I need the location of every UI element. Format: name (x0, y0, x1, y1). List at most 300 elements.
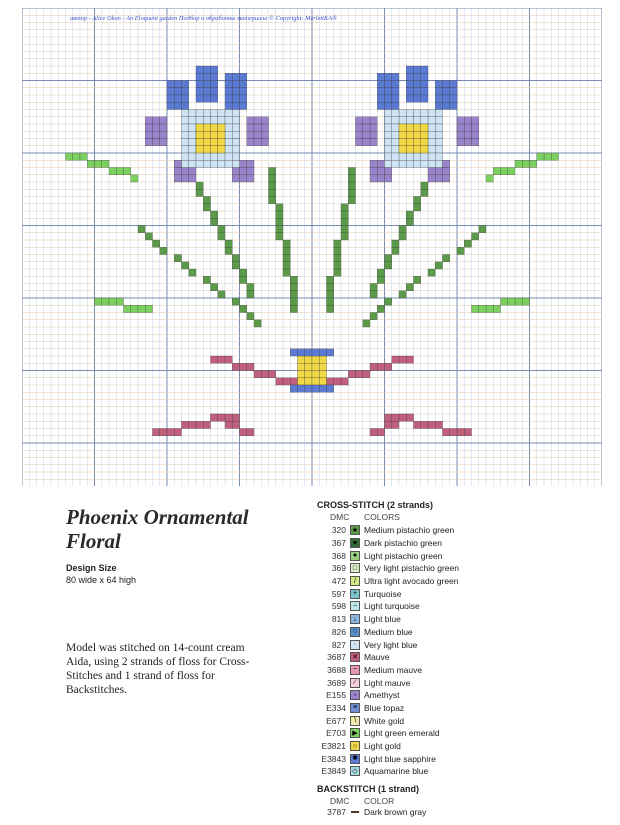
flower-center (189, 139, 196, 146)
stitch-symbol: + (350, 589, 360, 599)
flower-petal (421, 95, 428, 102)
flower-center (421, 117, 428, 124)
flower-center (189, 124, 196, 131)
dmc-number: 3689 (327, 677, 346, 688)
flower-center (218, 153, 225, 160)
flower-petal (203, 95, 210, 102)
leaf (73, 153, 80, 160)
flower-petal (443, 160, 450, 167)
flower-center (385, 153, 392, 160)
stem (254, 320, 261, 327)
flower-petal (174, 102, 181, 109)
bow-center (298, 371, 305, 378)
stem (290, 276, 297, 283)
flower-center (189, 160, 196, 167)
flower-center (211, 110, 218, 117)
flower-petal (189, 168, 196, 175)
flower-petal (240, 88, 247, 95)
bow-ribbon (392, 421, 399, 428)
color-name: Medium blue (364, 626, 413, 637)
stem (203, 197, 210, 204)
leaf (138, 305, 145, 312)
flower-center (189, 131, 196, 138)
bow-ribbon (327, 378, 334, 385)
stem (218, 233, 225, 240)
stem (414, 276, 421, 283)
flower-petal (443, 81, 450, 88)
stem (283, 262, 290, 269)
bow-ribbon (247, 429, 254, 436)
flower-petal (385, 81, 392, 88)
flower-petal (232, 81, 239, 88)
stem (341, 226, 348, 233)
leaf (145, 305, 152, 312)
flower-petal (196, 88, 203, 95)
bow-center-petal (319, 385, 326, 392)
flower-center (196, 160, 203, 167)
flower-center (182, 124, 189, 131)
flower-petal (240, 95, 247, 102)
flower-center (182, 146, 189, 153)
flower-petal (145, 124, 152, 131)
leaf (131, 305, 138, 312)
flower-center (435, 117, 442, 124)
stem (182, 262, 189, 269)
flower-petal (232, 175, 239, 182)
bow-center-petal (327, 349, 334, 356)
flower-petal (182, 102, 189, 109)
stem (479, 226, 486, 233)
bow-ribbon (182, 421, 189, 428)
flower-center (385, 139, 392, 146)
stitch-symbol: ◇ (350, 766, 360, 776)
flower-petal (232, 88, 239, 95)
flower-petal (370, 131, 377, 138)
color-name: Light blue sapphire (364, 753, 436, 764)
flower-gold (414, 146, 421, 153)
flower-center (203, 153, 210, 160)
flower-center (435, 153, 442, 160)
flower-center (182, 117, 189, 124)
bow-ribbon (363, 371, 370, 378)
flower-petal (370, 175, 377, 182)
stitch-symbol: ● (350, 551, 360, 561)
bow-center (312, 371, 319, 378)
backstitch-heading: BACKSTITCH (1 strand) (317, 784, 420, 794)
flower-petal (167, 81, 174, 88)
dmc-number: E155 (326, 690, 346, 701)
stitch-symbol: · (350, 640, 360, 650)
flower-petal (385, 102, 392, 109)
flower-petal (153, 124, 160, 131)
stem (240, 305, 247, 312)
flower-center (225, 131, 232, 138)
leaf (102, 298, 109, 305)
flower-center (428, 110, 435, 117)
stem (472, 233, 479, 240)
color-name: Very light blue (364, 639, 418, 650)
flower-petal (414, 88, 421, 95)
flower-center (392, 110, 399, 117)
bow-center (305, 356, 312, 363)
flower-petal (167, 102, 174, 109)
flower-center (203, 117, 210, 124)
color-key-row (300, 575, 500, 588)
flower-petal (406, 66, 413, 73)
flower-center (392, 153, 399, 160)
flower-petal (370, 139, 377, 146)
flower-center (406, 117, 413, 124)
flower-petal (232, 102, 239, 109)
leaf (95, 298, 102, 305)
stem (385, 255, 392, 262)
stem (211, 218, 218, 225)
flower-petal (377, 160, 384, 167)
leaf (95, 160, 102, 167)
flower-center (428, 117, 435, 124)
flower-gold (211, 139, 218, 146)
bow-ribbon (167, 429, 174, 436)
color-key-row (300, 752, 500, 765)
color-key-row (300, 651, 500, 664)
flower-petal (356, 117, 363, 124)
stem (232, 255, 239, 262)
bow-ribbon (153, 429, 160, 436)
stitch-symbol: ✱ (350, 754, 360, 764)
flower-center (385, 131, 392, 138)
color-name: Very light pistachio green (364, 563, 459, 574)
flower-center (182, 131, 189, 138)
flower-petal (392, 95, 399, 102)
stem (189, 269, 196, 276)
flower-petal (182, 168, 189, 175)
colors-column-header: COLORS (364, 512, 400, 522)
flower-petal (174, 88, 181, 95)
backstitch-row (300, 806, 426, 819)
stitch-symbol: − (350, 601, 360, 611)
color-key-row (300, 587, 500, 600)
flower-petal (421, 66, 428, 73)
color-name: Blue topaz (364, 702, 405, 713)
design-size-label: Design Size (66, 563, 117, 573)
flower-center (435, 124, 442, 131)
flower-petal (450, 95, 457, 102)
flower-petal (414, 95, 421, 102)
stem (399, 291, 406, 298)
stitch-symbol: / (350, 576, 360, 586)
bow-ribbon (370, 363, 377, 370)
color-name: Light green emerald (364, 728, 440, 739)
flower-center (189, 117, 196, 124)
flower-petal (211, 88, 218, 95)
flower-center (232, 124, 239, 131)
bow-ribbon (457, 429, 464, 436)
leaf (87, 160, 94, 167)
stem (377, 276, 384, 283)
color-key-row (300, 524, 500, 537)
stem (421, 182, 428, 189)
leaf (131, 175, 138, 182)
stem (283, 247, 290, 254)
backstitch-dmc-header: DMC (330, 796, 350, 806)
flower-petal (225, 73, 232, 80)
stem (414, 197, 421, 204)
stem (327, 298, 334, 305)
flower-center (414, 153, 421, 160)
stem (276, 226, 283, 233)
color-name: Light turquoise (364, 601, 420, 612)
stem (370, 313, 377, 320)
flower-petal (174, 81, 181, 88)
bow-ribbon (399, 356, 406, 363)
dmc-number: E3849 (321, 766, 346, 777)
flower-gold (218, 124, 225, 131)
flower-petal (370, 160, 377, 167)
stitch-symbol: ✕ (350, 652, 360, 662)
cross-stitch-heading: CROSS-STITCH (2 strands) (317, 500, 434, 510)
bow-ribbon (443, 429, 450, 436)
leaf (501, 298, 508, 305)
flower-petal (203, 81, 210, 88)
flower-petal (377, 73, 384, 80)
flower-petal (377, 168, 384, 175)
flower-petal (261, 131, 268, 138)
color-key-list (300, 524, 500, 778)
stem (160, 247, 167, 254)
leaf (508, 298, 515, 305)
stem (334, 240, 341, 247)
stem (385, 298, 392, 305)
flower-petal (261, 139, 268, 146)
leaf (537, 153, 544, 160)
flower-petal (261, 117, 268, 124)
flower-petal (174, 168, 181, 175)
flower-petal (421, 88, 428, 95)
bow-center-petal (312, 385, 319, 392)
flower-gold (414, 124, 421, 131)
flower-petal (435, 81, 442, 88)
bow-ribbon (406, 356, 413, 363)
flower-center (428, 160, 435, 167)
flower-petal (153, 139, 160, 146)
flower-petal (450, 81, 457, 88)
bow-ribbon (232, 363, 239, 370)
stem (399, 233, 406, 240)
flower-center (435, 139, 442, 146)
flower-center (414, 110, 421, 117)
flower-center (428, 153, 435, 160)
bow-ribbon (269, 371, 276, 378)
flower-center (428, 131, 435, 138)
flower-petal (414, 73, 421, 80)
flower-petal (174, 160, 181, 167)
dmc-number: E3843 (321, 753, 346, 764)
flower-petal (182, 175, 189, 182)
bow-ribbon (435, 421, 442, 428)
stem (327, 291, 334, 298)
bow-ribbon (377, 429, 384, 436)
flower-petal (385, 175, 392, 182)
flower-petal (472, 117, 479, 124)
leaf (486, 175, 493, 182)
flower-petal (406, 88, 413, 95)
leaf (522, 298, 529, 305)
flower-center (218, 117, 225, 124)
stem (435, 262, 442, 269)
flower-petal (145, 117, 152, 124)
bow-ribbon (450, 429, 457, 436)
flower-petal (377, 81, 384, 88)
bow-center-petal (290, 349, 297, 356)
stem (283, 255, 290, 262)
flower-petal (435, 95, 442, 102)
stem (370, 284, 377, 291)
stem (334, 262, 341, 269)
stem (392, 247, 399, 254)
flower-petal (247, 175, 254, 182)
flower-center (435, 160, 442, 167)
flower-petal (464, 131, 471, 138)
flower-petal (443, 102, 450, 109)
bow-ribbon (385, 421, 392, 428)
bow-center-petal (327, 385, 334, 392)
flower-center (196, 110, 203, 117)
stitch-symbol: − (350, 665, 360, 675)
bow-center (312, 356, 319, 363)
flower-petal (435, 168, 442, 175)
model-note: Model was stitched on 14-count cream Aida, using 2 strands of floss for Cross-Stitches and 1 strand of floss for Backstitches. (66, 642, 250, 696)
stitch-symbol: ∖ (350, 716, 360, 726)
stem (464, 240, 471, 247)
bow-center-petal (290, 385, 297, 392)
bow-ribbon (196, 421, 203, 428)
stitch-symbol: ★ (351, 526, 359, 534)
bow-ribbon (385, 363, 392, 370)
leaf (124, 305, 131, 312)
flower-center (225, 153, 232, 160)
stem (240, 269, 247, 276)
dmc-number: E334 (326, 702, 346, 713)
stem (196, 189, 203, 196)
flower-petal (232, 73, 239, 80)
bow-center (312, 378, 319, 385)
bow-ribbon (399, 414, 406, 421)
flower-center (392, 139, 399, 146)
stem (240, 276, 247, 283)
flower-petal (254, 124, 261, 131)
flower-center (203, 110, 210, 117)
stem (341, 204, 348, 211)
stem (269, 168, 276, 175)
flower-petal (363, 124, 370, 131)
flower-gold (203, 124, 210, 131)
flower-petal (153, 131, 160, 138)
leaf (66, 153, 73, 160)
flower-petal (254, 131, 261, 138)
color-key-row (300, 626, 500, 639)
flower-petal (443, 175, 450, 182)
flower-petal (457, 139, 464, 146)
flower-petal (211, 95, 218, 102)
flower-center (218, 110, 225, 117)
stem (283, 269, 290, 276)
flower-petal (247, 131, 254, 138)
flower-petal (356, 139, 363, 146)
flower-gold (203, 146, 210, 153)
flower-petal (392, 81, 399, 88)
flower-petal (182, 88, 189, 95)
dmc-number: 368 (331, 550, 346, 561)
backstitch-line-swatch (351, 811, 359, 813)
leaf (102, 160, 109, 167)
dmc-number: E677 (326, 715, 346, 726)
bow-center (298, 363, 305, 370)
dmc-number: 827 (331, 639, 346, 650)
flower-petal (356, 124, 363, 131)
flower-petal (211, 81, 218, 88)
flower-gold (421, 131, 428, 138)
bow-center (319, 378, 326, 385)
stem (406, 218, 413, 225)
leaf (479, 305, 486, 312)
flower-center (392, 146, 399, 153)
bow-ribbon (254, 371, 261, 378)
flower-center (203, 160, 210, 167)
flower-gold (421, 139, 428, 146)
stitch-symbol: ▶ (350, 728, 360, 738)
flower-petal (385, 88, 392, 95)
stem (414, 204, 421, 211)
color-key-row (300, 740, 500, 753)
stem (392, 240, 399, 247)
flower-petal (392, 88, 399, 95)
bow-ribbon (392, 356, 399, 363)
bow-ribbon (341, 378, 348, 385)
flower-petal (240, 168, 247, 175)
flower-petal (225, 95, 232, 102)
leaf (116, 168, 123, 175)
bow-ribbon (283, 378, 290, 385)
flower-petal (356, 131, 363, 138)
flower-center (225, 124, 232, 131)
flower-center (392, 124, 399, 131)
flower-petal (464, 117, 471, 124)
backstitch-name: Dark brown gray (364, 807, 427, 818)
flower-petal (196, 81, 203, 88)
bow-center (305, 371, 312, 378)
leaf (493, 168, 500, 175)
flower-gold (406, 146, 413, 153)
flower-petal (247, 124, 254, 131)
stem (348, 182, 355, 189)
flower-petal (174, 95, 181, 102)
stem (225, 247, 232, 254)
stitch-symbol: ○ (350, 741, 360, 751)
bow-ribbon (290, 378, 297, 385)
flower-center (428, 124, 435, 131)
stem (334, 247, 341, 254)
bow-center-petal (319, 349, 326, 356)
flower-petal (385, 73, 392, 80)
flower-petal (254, 139, 261, 146)
dmc-number: 813 (331, 614, 346, 625)
bow-ribbon (385, 414, 392, 421)
dmc-number: 3687 (327, 652, 346, 663)
stitch-symbol: ∕ (350, 678, 360, 688)
bow-ribbon (232, 421, 239, 428)
stem (421, 189, 428, 196)
stem (363, 320, 370, 327)
